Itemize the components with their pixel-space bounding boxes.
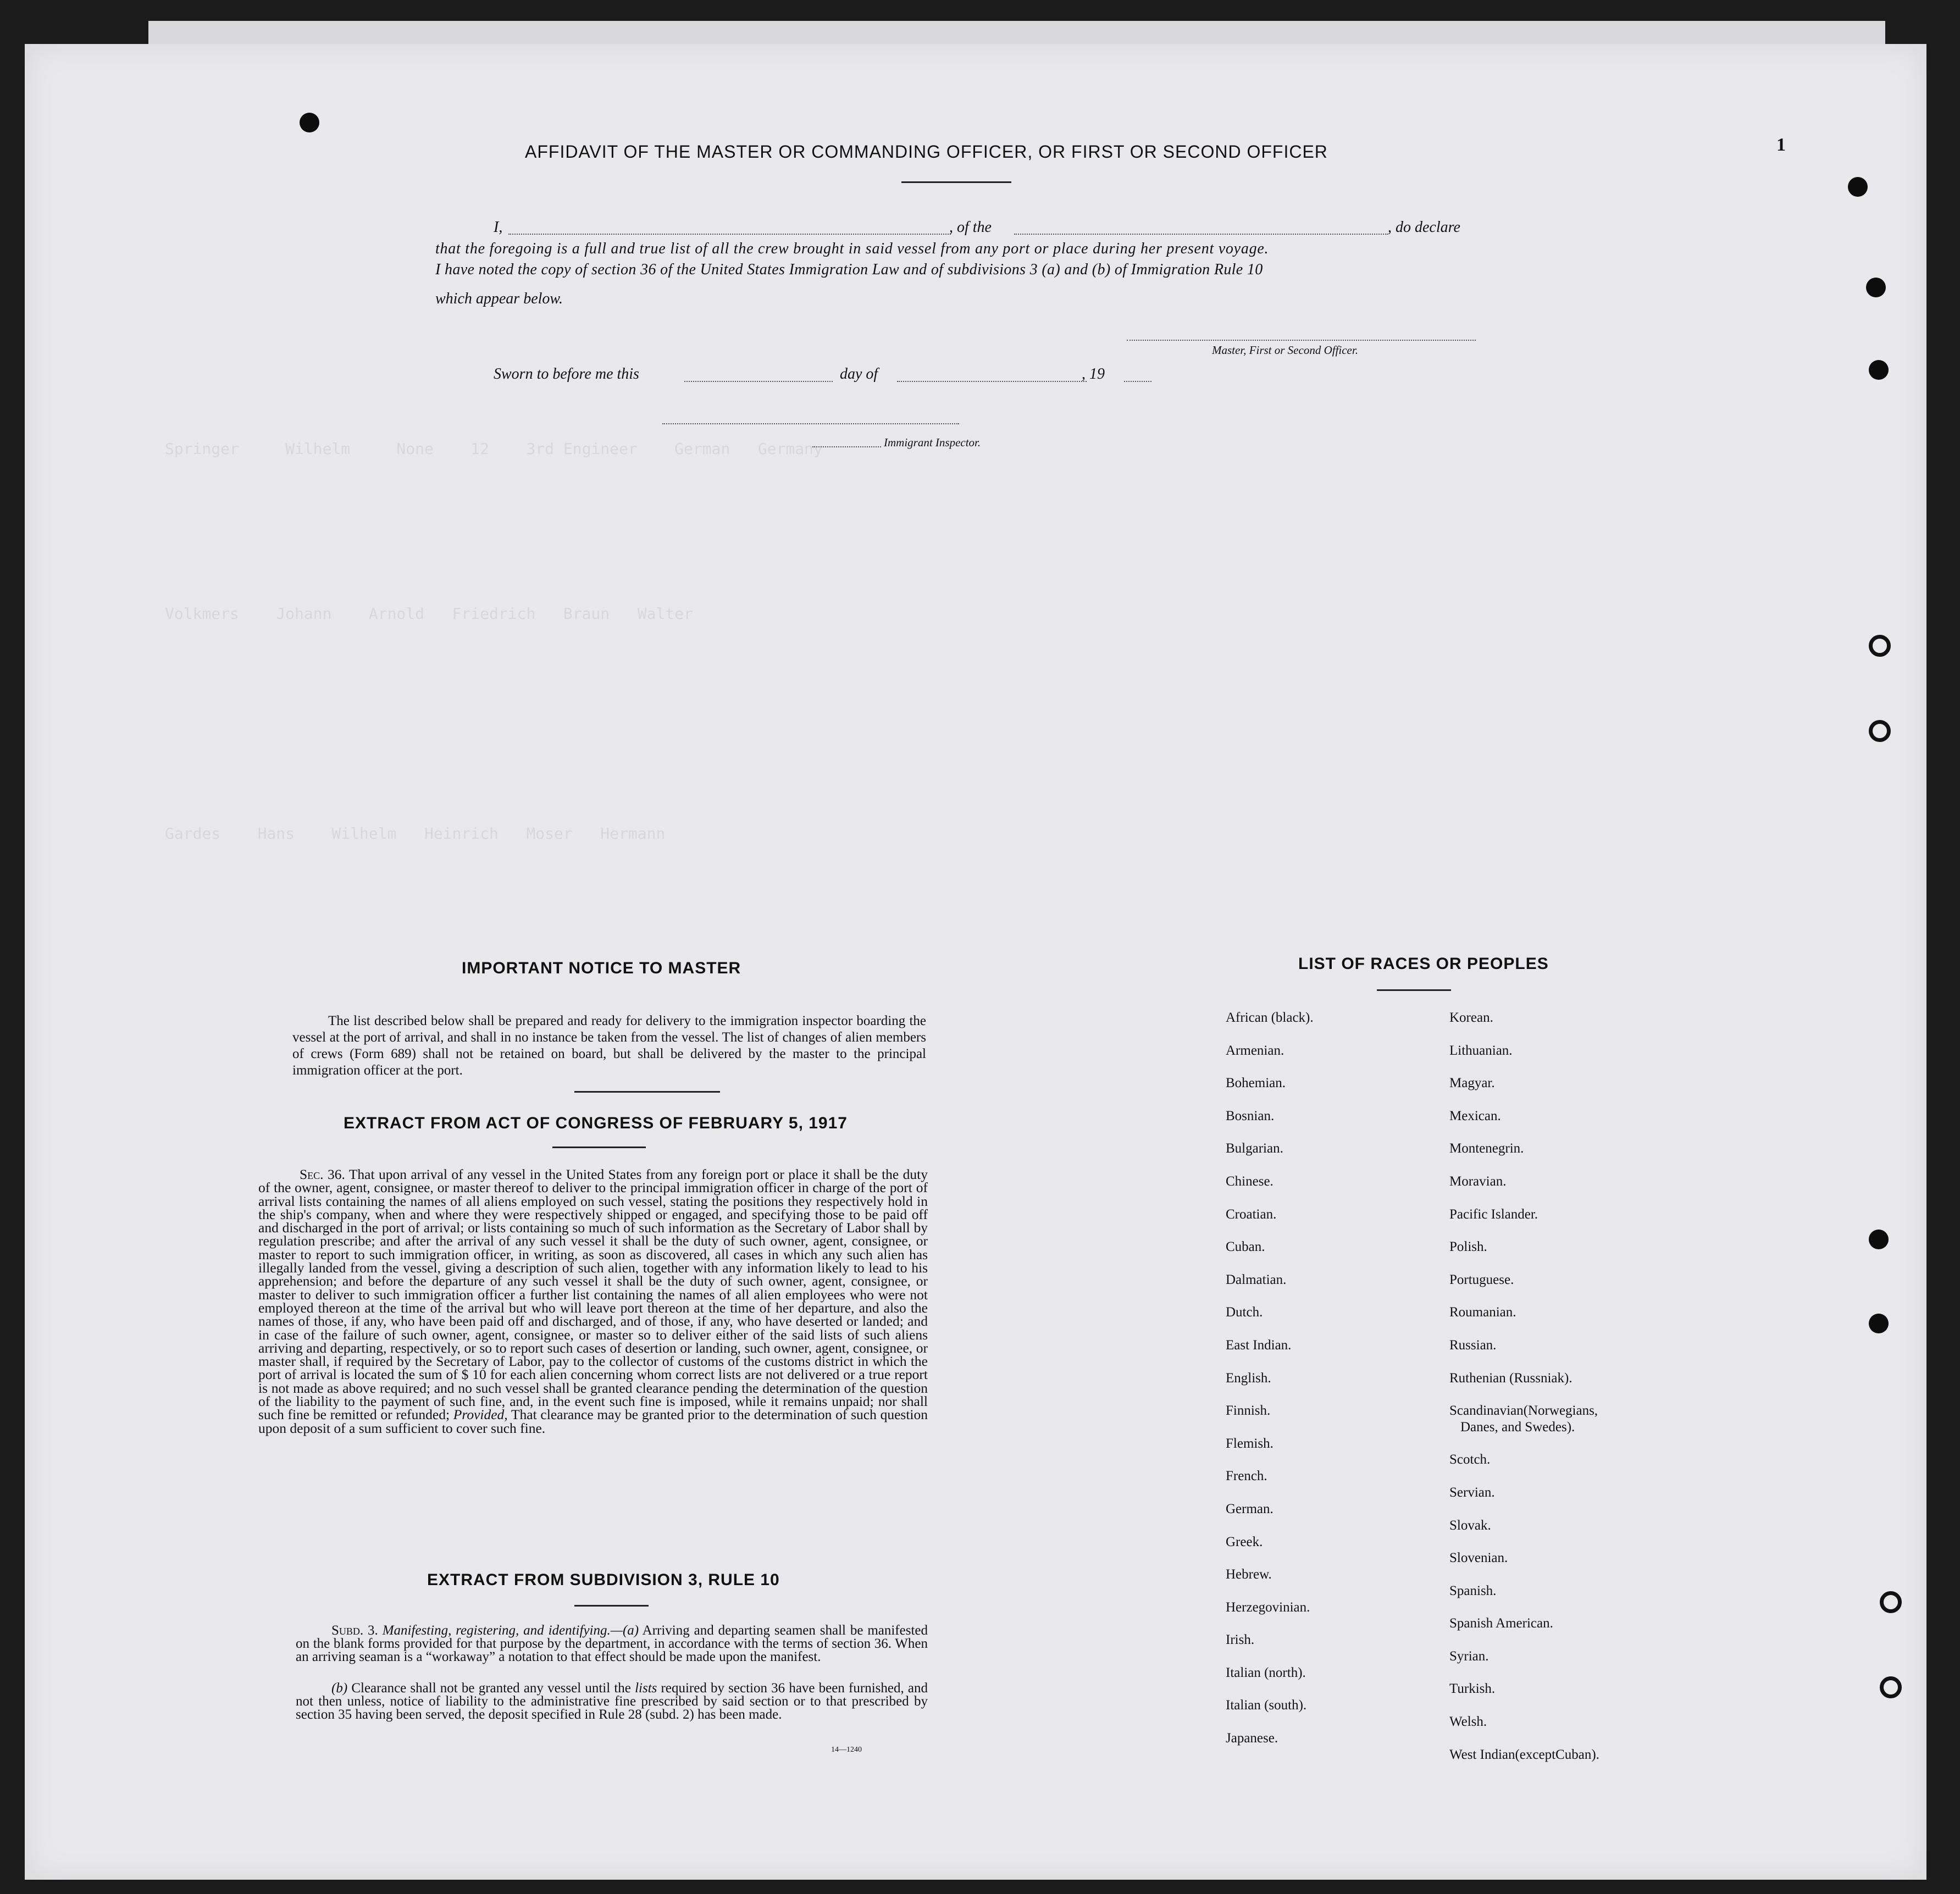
- race-item: German.: [1226, 1501, 1274, 1516]
- month-field[interactable]: [897, 381, 1087, 382]
- divider: [901, 181, 1011, 183]
- affidavit-statement: which appear below.: [435, 290, 563, 307]
- race-item: Spanish American.: [1449, 1616, 1553, 1631]
- binding-hole: [1880, 1676, 1902, 1698]
- subd-b-lists: lists: [635, 1681, 657, 1696]
- year-prefix: , 19: [1082, 365, 1105, 383]
- race-item: Roumanian.: [1449, 1305, 1516, 1320]
- race-item: Servian.: [1449, 1485, 1495, 1500]
- race-item: Greek.: [1226, 1534, 1263, 1549]
- affidavit-of-the-label: , of the: [949, 219, 992, 236]
- races-left-column: [1226, 1001, 1314, 1755]
- race-item: Russian.: [1449, 1337, 1497, 1353]
- affidavit-title: AFFIDAVIT OF THE MASTER OR COMMANDING OFFICER, OR FIRST OR SECOND OFFICER: [525, 142, 1328, 162]
- race-item: Herzegovinian.: [1226, 1599, 1310, 1615]
- race-item: West Indian(exceptCuban).: [1449, 1747, 1599, 1762]
- race-item: African (black).: [1226, 1010, 1314, 1025]
- race-item: Croatian.: [1226, 1206, 1277, 1222]
- race-item: English.: [1226, 1370, 1271, 1386]
- race-item: Montenegrin.: [1449, 1141, 1524, 1156]
- divider: [574, 1605, 649, 1607]
- sworn-label: Sworn to before me this: [494, 365, 639, 383]
- day-of-label: day of: [840, 365, 878, 383]
- binding-hole: [1848, 177, 1868, 197]
- race-item: Dalmatian.: [1226, 1272, 1287, 1287]
- bleed-through-text: Volkmers Johann Arnold Friedrich Braun Walter: [165, 605, 693, 623]
- race-item: Flemish.: [1226, 1436, 1274, 1451]
- inspector-label: Immigrant Inspector.: [884, 436, 981, 449]
- race-item: Armenian.: [1226, 1043, 1284, 1058]
- subd-b-text: Clearance shall not be granted any vessel until the: [351, 1681, 631, 1696]
- race-item: Welsh.: [1449, 1714, 1487, 1730]
- race-item: Portuguese.: [1449, 1272, 1514, 1287]
- rule-extract-b: [296, 1682, 928, 1721]
- race-item: Korean.: [1449, 1010, 1493, 1025]
- document-page: [25, 44, 1926, 1880]
- race-item: Italian (south).: [1226, 1698, 1307, 1713]
- affidavit-do-declare: , do declare: [1388, 219, 1460, 236]
- act-extract-title: EXTRACT FROM ACT OF CONGRESS OF FEBRUARY 5, 1917: [344, 1114, 848, 1132]
- race-item: Moravian.: [1449, 1173, 1507, 1189]
- binding-hole: [1869, 635, 1891, 657]
- divider: [552, 1147, 646, 1148]
- master-signature-label: Master, First or Second Officer.: [1212, 344, 1358, 357]
- binding-hole: [1869, 1230, 1889, 1249]
- day-field[interactable]: [684, 381, 833, 382]
- section-label: Sec. 36.: [300, 1166, 345, 1182]
- divider: [1377, 989, 1451, 991]
- rule-extract-title: EXTRACT FROM SUBDIVISION 3, RULE 10: [427, 1571, 780, 1589]
- race-item: Spanish.: [1449, 1583, 1497, 1598]
- divider: [574, 1091, 720, 1093]
- rule-extract-a: [296, 1624, 928, 1664]
- binding-hole: [1880, 1591, 1902, 1613]
- race-item: Polish.: [1449, 1239, 1487, 1255]
- affidavit-i-label: I,: [494, 219, 503, 236]
- race-item: Danes, and Swedes).: [1460, 1419, 1575, 1435]
- race-item: Chinese.: [1226, 1173, 1274, 1189]
- race-item: Slovenian.: [1449, 1550, 1508, 1566]
- subd-b-label: (b): [331, 1681, 348, 1696]
- binding-hole: [1866, 278, 1886, 297]
- race-item: Irish.: [1226, 1632, 1255, 1648]
- bleed-through-text: Springer Wilhelm None 12 3rd Engineer German Germany: [165, 440, 823, 458]
- inspector-signature-field-2[interactable]: [812, 446, 881, 447]
- page-number: 1: [1776, 135, 1786, 155]
- bleed-through-text: Gardes Hans Wilhelm Heinrich Moser Hermann: [165, 824, 666, 843]
- races-right-column: [1449, 1001, 1599, 1771]
- race-item: East Indian.: [1226, 1337, 1292, 1353]
- race-item: Japanese.: [1226, 1731, 1278, 1746]
- race-item: Cuban.: [1226, 1239, 1265, 1255]
- race-item: Hebrew.: [1226, 1567, 1272, 1582]
- race-item: Ruthenian (Russniak).: [1449, 1370, 1573, 1386]
- race-item: Pacific Islander.: [1449, 1206, 1538, 1222]
- race-item: Lithuanian.: [1449, 1043, 1513, 1058]
- subd-a-text: Arriving and departing seamen shall be manifested on the blank forms provided for that purpose by the department, in accordance with the terms of section 36. When an arriving seaman is a “workaway” a notation to that effect should be made upon the manifest.: [296, 1623, 928, 1664]
- race-item: Dutch.: [1226, 1305, 1263, 1320]
- binding-hole: [1869, 720, 1891, 742]
- year-field[interactable]: [1124, 381, 1151, 382]
- name-field[interactable]: [508, 234, 951, 235]
- section-text: That upon arrival of any vessel in the United States from any foreign port or place it shall be the duty of the owner, agent, consignee, or master thereof to deliver to the principal immigration officer in charge of the port of arrival lists containing the names of all aliens employed on such vessel, stating the positions they respectively hold in the ship's company, when and where they were respectively shipped or engaged, and specifying those to be paid off and discharged in the port of arrival; or lists containing so much of such information as the Secretary of Labor shall by regulation prescribe; and after the arrival of any such vessel it shall be the duty of such owner, agent, consignee, or master to report to such immigration officer, in writing, as soon as discovered, all cases in which any such alien has illegally landed from the vessel, giving a description of such alien, together with any information likely to lead to his apprehension; and before the departure of any such vessel it shall be the duty of such owner, agent, consignee, or master to deliver to such immigration officer a further list containing the names of all alien employees who were not employed thereon at the time of the arrival but who will leave port thereon at the time of her departure, and also the names of those, if any, who have been paid off and discharged, and of those, if any, who have deserted or landed; and in case of the failure of such owner, agent, consignee, or master so to deliver either of the said lists of such aliens arriving and departing, respectively, or so to report such cases of desertion or landing, such owner, agent, consignee, or master shall, if required by the Secretary of Labor, pay to the collector of customs of the customs district in which the port of arrival is located the sum of $ 10 for each alien concerning whom correct lists are not delivered or a true report is not made as above required; and no such vessel shall be granted clearance pending the determination of the question of the liability to the payment of such fine, and, in the event such fine is imposed, while it remains unpaid; nor shall such fine be remitted or refunded;: [258, 1166, 928, 1423]
- act-extract-body: [258, 1168, 928, 1435]
- race-item: Magyar.: [1449, 1076, 1495, 1091]
- race-item: Scandinavian(Norwegians,: [1449, 1403, 1598, 1419]
- provided-label: Provided,: [453, 1406, 508, 1423]
- subd-b-text-2: required by section 36 have been furnished, and not then unless, notice of liability to the administrative fine prescribed by said section or to that prescribed by section 35 having been served, the deposit specified in Rule 28 (subd. 2) has been made.: [296, 1681, 928, 1722]
- affidavit-statement: I have noted the copy of section 36 of the United States Immigration Law and of subdivisions 3 (a) and (b) of Immigration Rule 10: [435, 261, 1263, 278]
- notice-body: The list described below shall be prepared and ready for delivery to the immigration inspector boarding the vessel at the port of arrival, and shall in no instance be taken from the vessel. The list of changes of alien members of crews (Form 689) shall not be retained on board, but shall be delivered by the master to the principal immigration officer at the port.: [292, 1014, 926, 1078]
- race-item: Slovak.: [1449, 1518, 1491, 1533]
- race-item: French.: [1226, 1469, 1267, 1484]
- race-item: Bohemian.: [1226, 1076, 1286, 1091]
- affidavit-statement: that the foregoing is a full and true list of all the crew brought in said vessel from any port or place during her present voyage.: [435, 240, 1269, 257]
- notice-title: IMPORTANT NOTICE TO MASTER: [462, 959, 741, 977]
- inspector-signature-field[interactable]: [662, 423, 959, 424]
- provided-text: That clearance may be granted prior to the determination of such question upon deposit of a sum sufficient to cover such fine.: [258, 1406, 928, 1436]
- binding-hole: [300, 113, 319, 132]
- race-item: Italian (north).: [1226, 1665, 1306, 1680]
- races-title: LIST OF RACES OR PEOPLES: [1298, 955, 1549, 973]
- vessel-field[interactable]: [1014, 234, 1388, 235]
- race-item: Turkish.: [1449, 1681, 1496, 1697]
- race-item: Syrian.: [1449, 1648, 1489, 1664]
- subd-heading: Manifesting, registering, and identifying.—(a): [382, 1623, 639, 1638]
- binding-hole: [1869, 360, 1889, 380]
- race-item: Finnish.: [1226, 1403, 1271, 1419]
- form-number: 14—1240: [831, 1746, 862, 1754]
- race-item: Scotch.: [1449, 1452, 1491, 1467]
- race-item: Bosnian.: [1226, 1108, 1275, 1123]
- subd-label: Subd. 3.: [331, 1623, 378, 1638]
- race-item: Mexican.: [1449, 1108, 1501, 1123]
- master-signature-field[interactable]: [1127, 340, 1476, 341]
- race-item: Bulgarian.: [1226, 1141, 1283, 1156]
- binding-hole: [1869, 1314, 1889, 1333]
